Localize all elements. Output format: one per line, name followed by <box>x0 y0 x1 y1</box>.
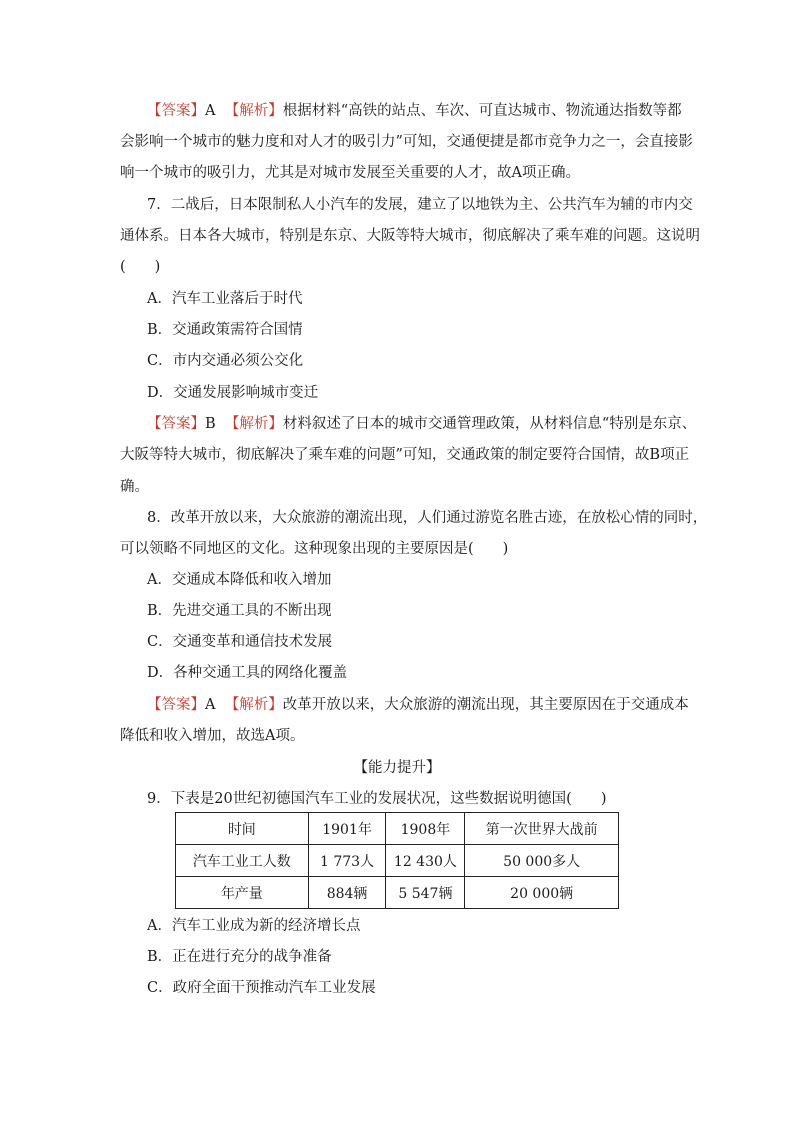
question-8-option-a: A．交通成本降低和收入增加 <box>147 572 332 588</box>
question-7-option-d: D．交通发展影响城市变迁 <box>147 385 319 401</box>
analysis-tag: 【解析】 <box>224 103 283 119</box>
analysis-tag: 【解析】 <box>224 697 283 713</box>
table-cell: 年产量 <box>176 877 309 909</box>
table-cell: 5 547辆 <box>386 877 465 909</box>
question-7-line-2: 通体系。日本各大城市，特别是东京、大阪等特大城市，彻底解决了乘车难的问题。这说明 <box>120 228 700 244</box>
question-7-line-1: 7．二战后，日本限制私人小汽车的发展，建立了以地铁为主、公共汽车为辅的市内交 <box>147 197 693 213</box>
question-8-option-b: B．先进交通工具的不断出现 <box>147 603 332 619</box>
answer-8-line-1 <box>147 695 689 715</box>
question-7-option-b: B．交通政策需符合国情 <box>147 322 303 338</box>
answer-6-line-3: 响一个城市的吸引力，尤其是对城市发展至关重要的人才，故A项正确。 <box>120 165 580 181</box>
table-cell: 汽车工业工人数 <box>176 845 309 877</box>
table-cell: 20 000辆 <box>465 877 619 909</box>
analysis-text: 根据材料“高铁的站点、车次、可直达城市、物流通达指数等都 <box>282 103 682 119</box>
table-header-row <box>176 813 619 845</box>
answer-letter: B <box>205 416 216 432</box>
question-7-option-a: A．汽车工业落后于时代 <box>147 291 303 307</box>
table-cell: 884辆 <box>308 877 386 909</box>
question-8-line-2: 可以领略不同地区的文化。这种现象出现的主要原因是( ) <box>120 541 509 557</box>
question-8-option-d: D．各种交通工具的网络化覆盖 <box>147 665 348 681</box>
question-9-option-a: A．汽车工业成为新的经济增长点 <box>147 918 361 934</box>
answer-letter: A <box>205 103 216 119</box>
table-header-cell: 1901年 <box>308 813 386 845</box>
section-title: 【能力提升】 <box>353 760 441 776</box>
answer-7-line-2: 大阪等特大城市，彻底解决了乘车难的问题”可知，交通政策的制定要符合国情，故B项正 <box>120 447 690 463</box>
table-cell: 50 000多人 <box>465 845 619 877</box>
question-9-option-b: B．正在进行充分的战争准备 <box>147 949 332 965</box>
answer-6-line-2: 会影响一个城市的魅力度和对人才的吸引力”可知，交通便捷是都市竞争力之一，会直接影 <box>120 134 693 150</box>
table-row <box>176 845 619 877</box>
table-header-cell: 时间 <box>176 813 309 845</box>
answer-tag: 【答案】 <box>147 103 205 119</box>
answer-7-line-1 <box>147 414 696 434</box>
table-header-cell: 第一次世界大战前 <box>465 813 619 845</box>
answer-7-line-3: 确。 <box>120 479 149 495</box>
question-7-line-3: ( ) <box>120 259 161 275</box>
answer-letter: A <box>205 697 216 713</box>
answer-tag: 【答案】 <box>147 416 205 432</box>
table-row <box>176 877 619 909</box>
question-8-option-c: C．交通变革和通信技术发展 <box>147 634 333 650</box>
analysis-text: 改革开放以来，大众旅游的潮流出现，其主要原因在于交通成本 <box>282 697 689 713</box>
data-table <box>175 812 619 909</box>
question-8-line-1: 8．改革开放以来，大众旅游的潮流出现，人们通过游览名胜古迹，在放松心情的同时， <box>147 510 708 526</box>
question-9-option-c: C．政府全面干预推动汽车工业发展 <box>147 980 376 996</box>
answer-6-line-1 <box>147 101 682 121</box>
answer-tag: 【答案】 <box>147 697 205 713</box>
analysis-text: 材料叙述了日本的城市交通管理政策，从材料信息“特别是东京、 <box>282 416 697 432</box>
table-cell: 12 430人 <box>386 845 465 877</box>
question-9-line-1: 9．下表是20世纪初德国汽车工业的发展状况，这些数据说明德国( ) <box>147 791 607 807</box>
analysis-tag: 【解析】 <box>224 416 283 432</box>
table-header-cell: 1908年 <box>386 813 465 845</box>
answer-8-line-2: 降低和收入增加，故选A项。 <box>120 728 305 744</box>
question-7-option-c: C．市内交通必须公交化 <box>147 353 304 369</box>
table-cell: 1 773人 <box>308 845 386 877</box>
